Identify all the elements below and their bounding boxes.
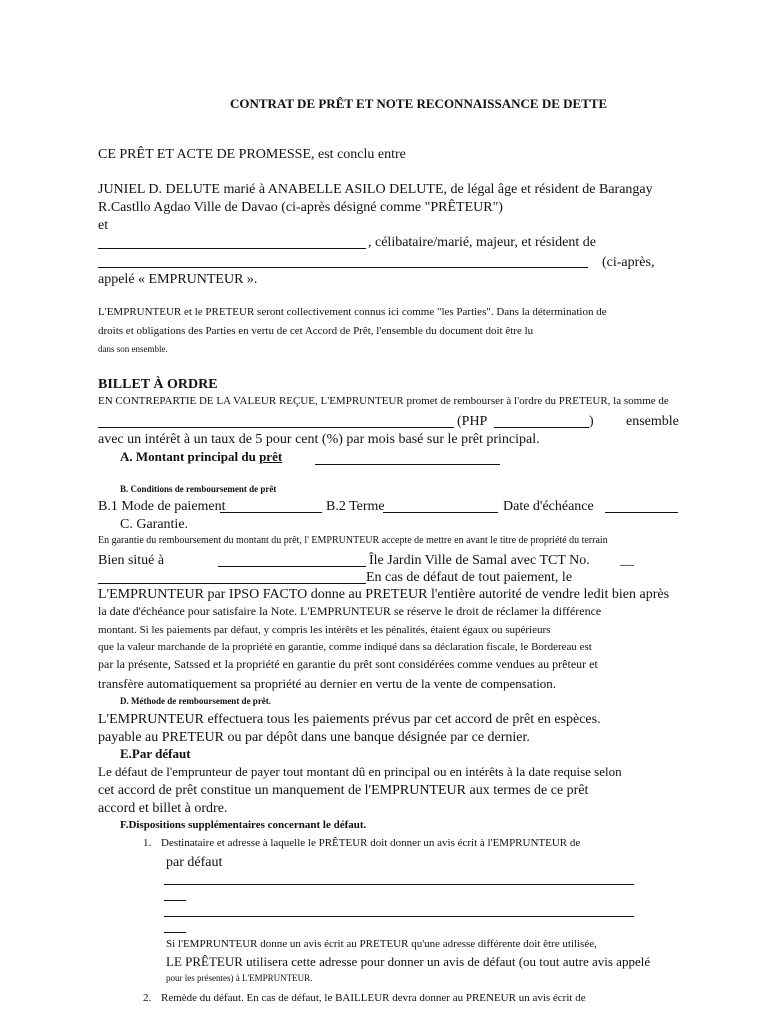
billet-php-close: )	[589, 414, 594, 429]
section-c-line-8: par la présente, Satssed et la propriété en garantie du prêt sont considérées comme vendues au prêteur et	[98, 657, 598, 671]
section-c-line-6: montant. Si les paiements par défaut, y compris les intérêts et les pénalités, étaient égaux ou supérieurs	[98, 624, 551, 636]
billet-php-label: (PHP	[457, 414, 488, 429]
section-b-mode-label: B.1 Mode de paiement	[98, 499, 226, 514]
notice-address-blank-2	[164, 916, 634, 917]
section-e-line-3: accord et billet à ordre.	[98, 801, 228, 816]
section-c-line-7: que la valeur marchande de la propriété en garantie, comme indiqué dans sa déclaration fiscale, le Bordereau est	[98, 641, 592, 653]
f1-line-2: par défaut	[166, 855, 223, 870]
billet-line-1: EN CONTREPARTIE DE LA VALEUR REÇUE, L'EMPRUNTEUR promet de rembourser à l'ordre du PRETEUR, la somme de	[98, 395, 669, 407]
section-b-term-label: B.2 Terme	[326, 499, 385, 514]
payment-mode-blank	[220, 512, 322, 513]
section-c-line-5: la date d'échéance pour satisfaire la Note. L'EMPRUNTEUR se réserve le droit de réclamer la différence	[98, 604, 602, 618]
et-line: et	[98, 218, 109, 233]
parties-paragraph-line-2: droits et obligations des Parties en vertu de cet Accord de Prêt, l'ensemble du document doit être lu	[98, 325, 534, 337]
section-c-line-1: En garantie du remboursement du montant du prêt, l' EMPRUNTEUR accepte de mettre en avant le titre de propriété du terrain	[98, 535, 608, 546]
section-c-line-3: En cas de défaut de tout paiement, le	[366, 570, 573, 585]
notice-address-blank-2b	[164, 932, 186, 933]
notice-address-blank-1b	[164, 900, 186, 901]
section-d-heading: D. Méthode de remboursement de prêt.	[120, 696, 272, 706]
section-a-label	[120, 450, 282, 465]
section-c-island-text: Île Jardin Ville de Samal avec TCT No.	[369, 553, 590, 568]
section-d-line-2: payable au PRETEUR ou par dépôt dans une banque désignée par ce dernier.	[98, 730, 530, 745]
section-a-word: prêt	[259, 449, 283, 464]
document-title: CONTRAT DE PRÊT ET NOTE RECONNAISSANCE DE DETTE	[230, 96, 608, 111]
f1-line-3: Si l'EMPRUNTEUR donne un avis écrit au PRETEUR qu'une adresse différente doit être utilisée,	[166, 938, 597, 950]
section-e-line-2: cet accord de prêt constitue un manquement de l'EMPRUNTEUR aux termes de ce prêt	[98, 783, 589, 798]
due-date-blank	[605, 512, 678, 513]
term-blank	[383, 512, 498, 513]
principal-amount-blank	[315, 464, 500, 465]
party1-line-1: JUNIEL D. DELUTE marié à ANABELLE ASILO DELUTE, de légal âge et résident de Barangay	[98, 182, 653, 197]
intro-line: CE PRÊT ET ACTE DE PROMESSE, est conclu entre	[98, 147, 406, 162]
section-c-line-4: L'EMPRUNTEUR par IPSO FACTO donne au PRETEUR l'entière autorité de vendre ledit bien après	[98, 587, 670, 602]
borrower-address-blank	[98, 267, 588, 268]
f1-line-5: pour les présentes) à L'EMPRUNTEUR.	[166, 973, 313, 983]
f1-line-1: Destinataire et adresse à laquelle le PRÊTEUR doit donner un avis écrit à l'EMPRUNTEUR de	[161, 837, 581, 849]
party2-line-2: (ci-après,	[602, 255, 655, 270]
section-f-heading: F.Dispositions supplémentaires concernant le défaut.	[120, 819, 367, 831]
section-e-line-1: Le défaut de l'emprunteur de payer tout montant dû en principal ou en intérêts à la date requise selon	[98, 764, 622, 779]
f1-line-4: LE PRÊTEUR utilisera cette adresse pour donner un avis de défaut (ou tout autre avis appelé	[166, 954, 651, 969]
section-e-heading: E.Par défaut	[120, 746, 191, 761]
amount-php-blank	[494, 427, 589, 428]
amount-words-blank	[98, 427, 454, 428]
billet-line-3: avec un intérêt à un taux de 5 pour cent (%) par mois basé sur le prêt principal.	[98, 432, 540, 447]
section-c-line-9: transfère automatiquement sa propriété au dernier en vertu de la vente de compensation.	[98, 676, 557, 691]
section-b-due-label: Date d'échéance	[503, 499, 594, 514]
party2-line-3: appelé « EMPRUNTEUR ».	[98, 272, 258, 287]
section-d-line-1: L'EMPRUNTEUR effectuera tous les paiements prévus par cet accord de prêt en espèces.	[98, 712, 601, 727]
section-c-heading: C. Garantie.	[120, 517, 189, 532]
tct-number-blank	[98, 583, 366, 584]
section-a-label-text: A. Montant principal du	[120, 449, 256, 464]
f1-number: 1.	[143, 837, 152, 849]
property-location-blank	[218, 566, 366, 567]
billet-heading: BILLET À ORDRE	[98, 377, 218, 392]
section-c-tct-blank: __	[620, 553, 634, 568]
billet-ensemble: ensemble	[626, 414, 679, 429]
section-b-heading: B. Conditions de remboursement de prêt	[120, 484, 277, 494]
f2-number: 2.	[143, 992, 152, 1004]
f2-line-1: Remède du défaut. En cas de défaut, le BAILLEUR devra donner au PRENEUR un avis écrit de	[161, 992, 586, 1004]
party1-line-2: R.Castllo Agdao Ville de Davao (ci-après désigné comme "PRÊTEUR")	[98, 200, 503, 215]
borrower-name-blank	[98, 248, 366, 249]
notice-address-blank-1	[164, 884, 634, 885]
party2-line-1: , célibataire/marié, majeur, et résident de	[368, 235, 596, 250]
parties-paragraph-line-3: dans son ensemble.	[98, 344, 168, 354]
section-c-location-label: Bien situé à	[98, 553, 165, 568]
parties-paragraph-line-1: L'EMPRUNTEUR et le PRETEUR seront collectivement connus ici comme "les Parties". Dans la détermination de	[98, 306, 607, 318]
